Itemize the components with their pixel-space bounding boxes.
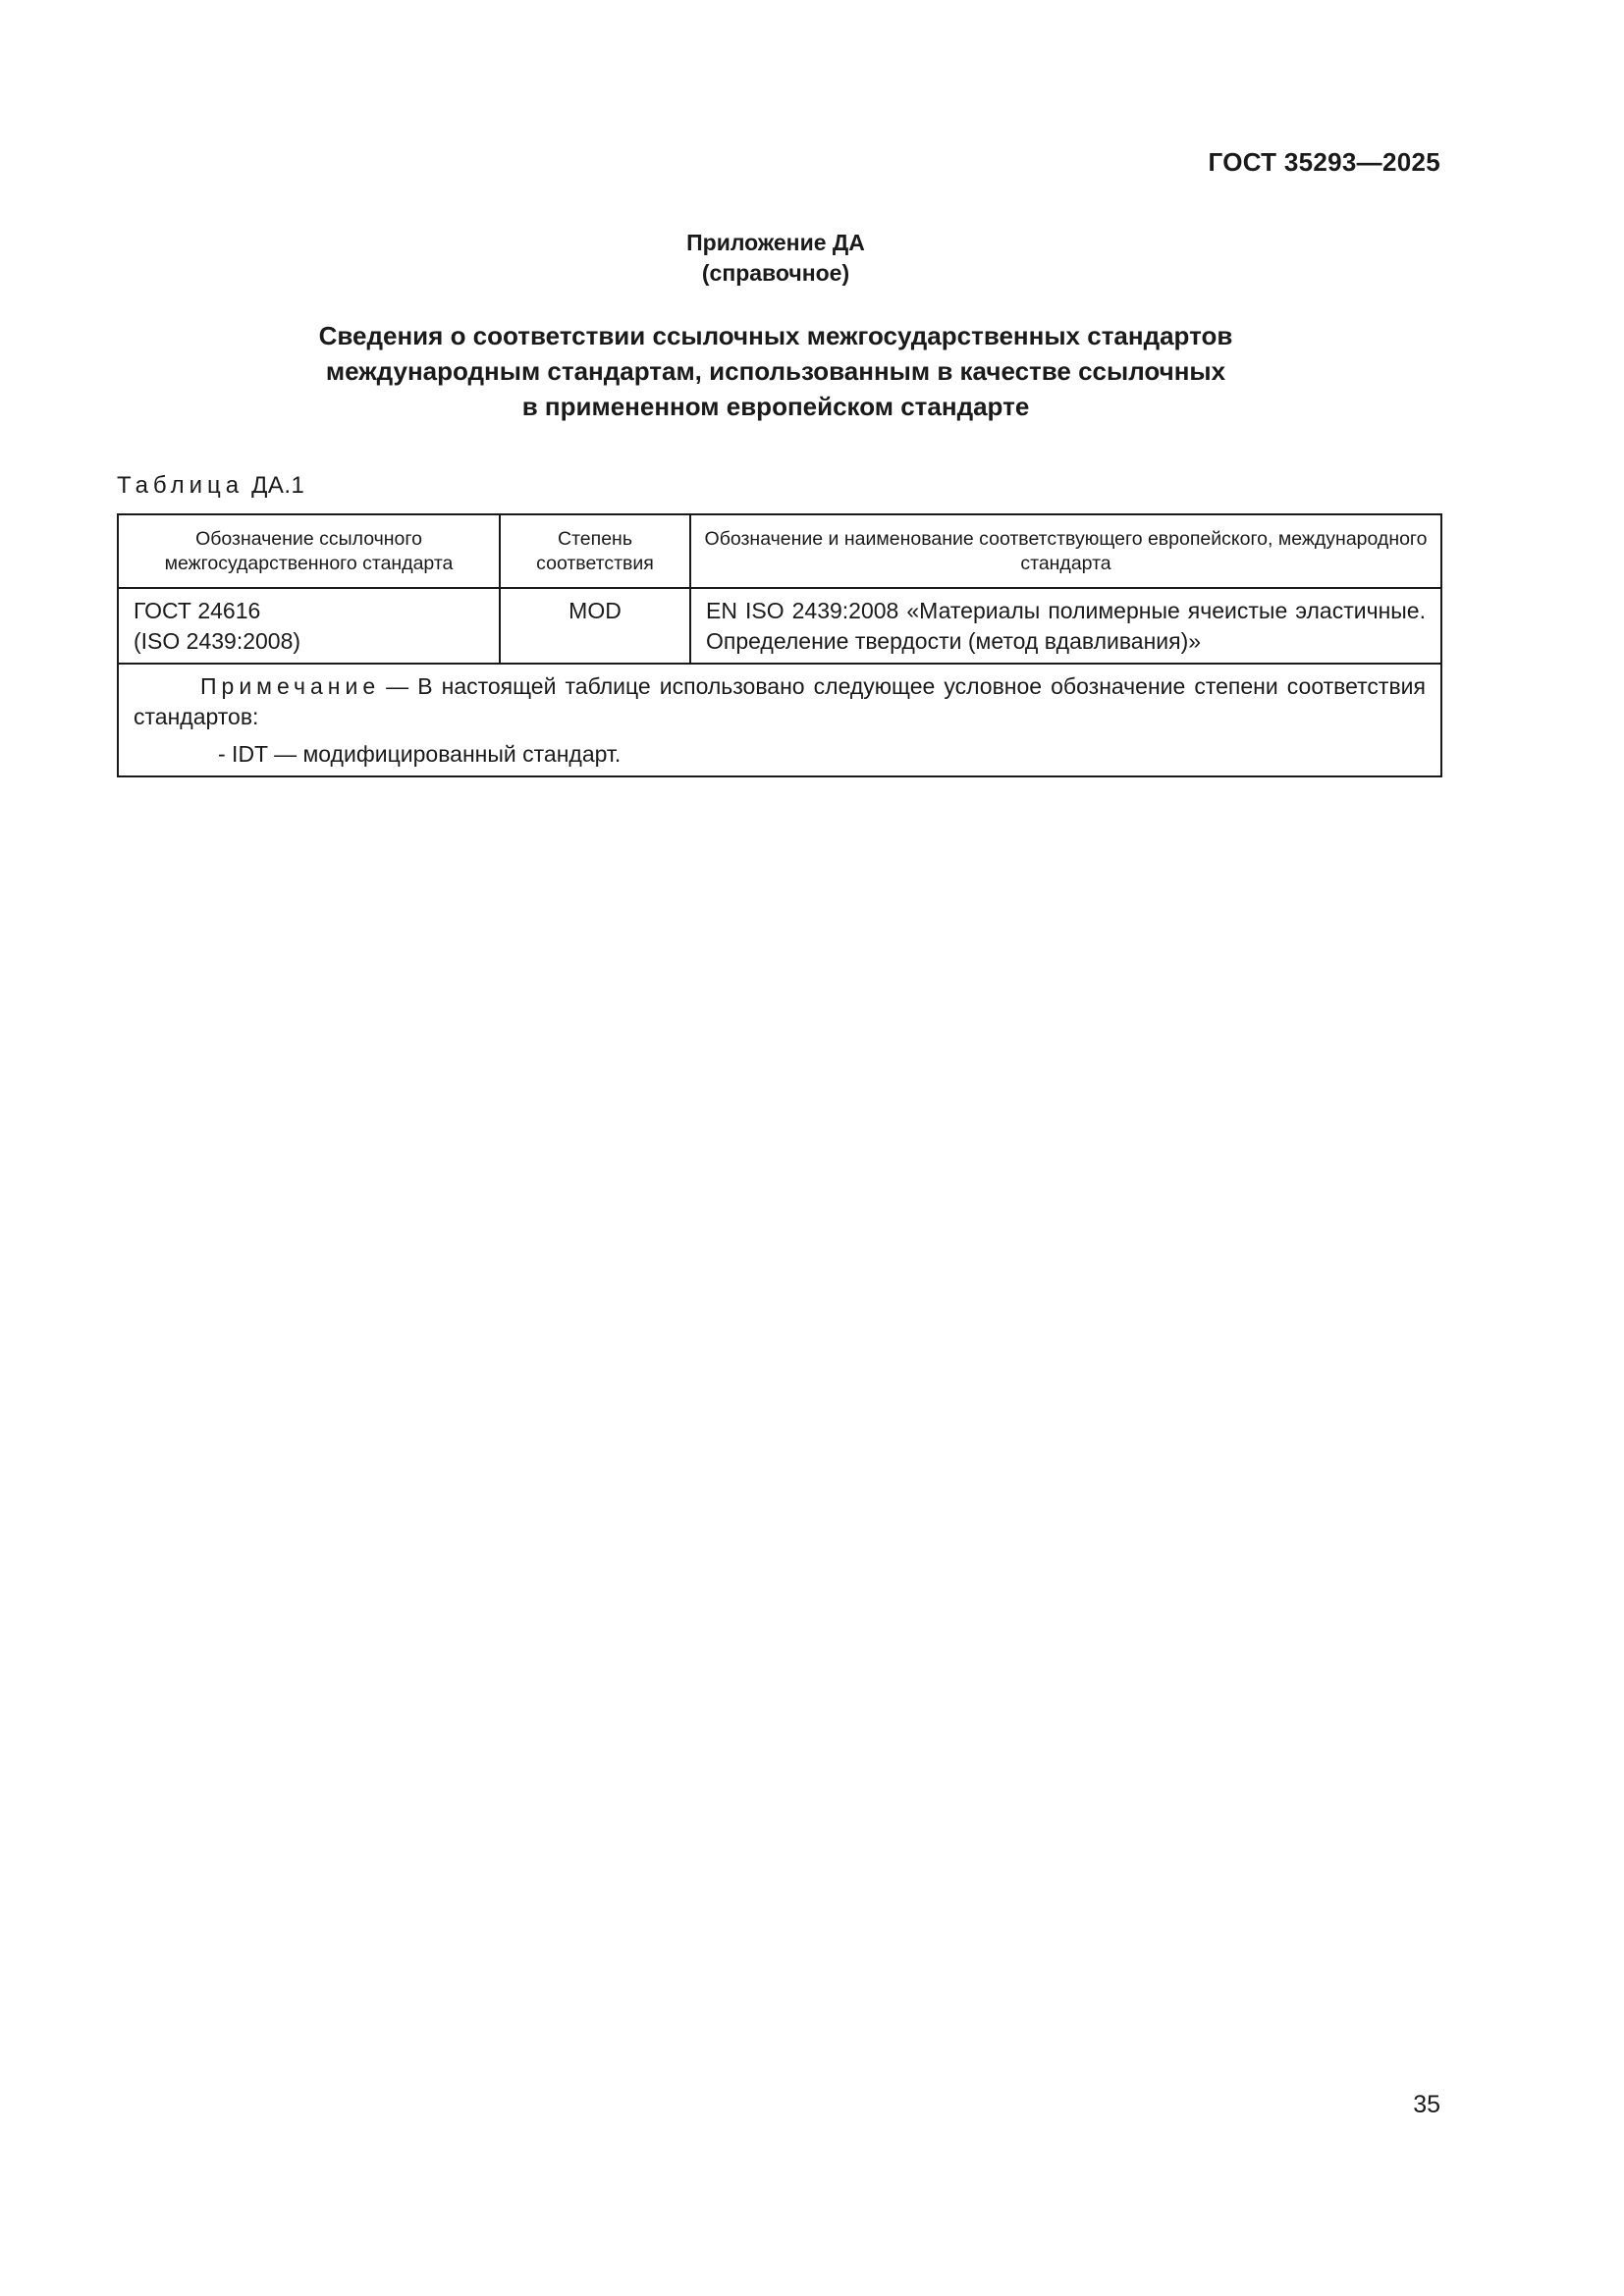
designation-line-2: (ISO 2439:2008): [134, 628, 301, 654]
section-title-line-3: в примененном европейском стандарте: [521, 392, 1030, 421]
appendix-heading: [0, 228, 1551, 289]
note-text: — В настоящей таблице использовано следующее условное обозначение степени соответствия стандартов:: [134, 673, 1426, 729]
header-reference: Обозначение и наименование соответствующего европейского, международного стандарта: [690, 514, 1441, 588]
designation-line-1: ГОСТ 24616: [134, 598, 261, 623]
table-header-row: [118, 514, 1441, 588]
document-number: ГОСТ 35293—2025: [1208, 147, 1440, 177]
standards-table: [117, 513, 1442, 777]
table-caption-number: ДА.1: [251, 472, 305, 499]
table-row: [118, 588, 1441, 664]
table-note-row: [118, 664, 1441, 776]
note-paragraph: [134, 671, 1426, 732]
table-caption: [117, 472, 304, 500]
note-cell: [118, 664, 1441, 776]
header-designation: Обозначение ссылочного межгосударственного стандарта: [118, 514, 500, 588]
cell-reference: EN ISO 2439:2008 «Материалы полимерные ячеистые эластичные. Определение твердости (метод вдавливания)»: [690, 588, 1441, 664]
note-item: - IDT — модифицированный стандарт.: [218, 741, 622, 767]
table-caption-word: Таблица: [117, 472, 244, 499]
header-degree: Степень соответствия: [500, 514, 690, 588]
page-number: 35: [1413, 2091, 1440, 2118]
cell-degree: MOD: [500, 588, 690, 664]
note-label: Примечание: [200, 673, 381, 699]
section-title-line-2: международным стандартам, использованным в качестве ссылочных: [325, 356, 1226, 386]
cell-designation: [118, 588, 500, 664]
appendix-title: Приложение ДА: [686, 230, 865, 255]
section-title-line-1: Сведения о соответствии ссылочных межгосударственных стандартов: [318, 321, 1233, 350]
section-title: [0, 318, 1551, 424]
appendix-type: (справочное): [701, 260, 850, 286]
